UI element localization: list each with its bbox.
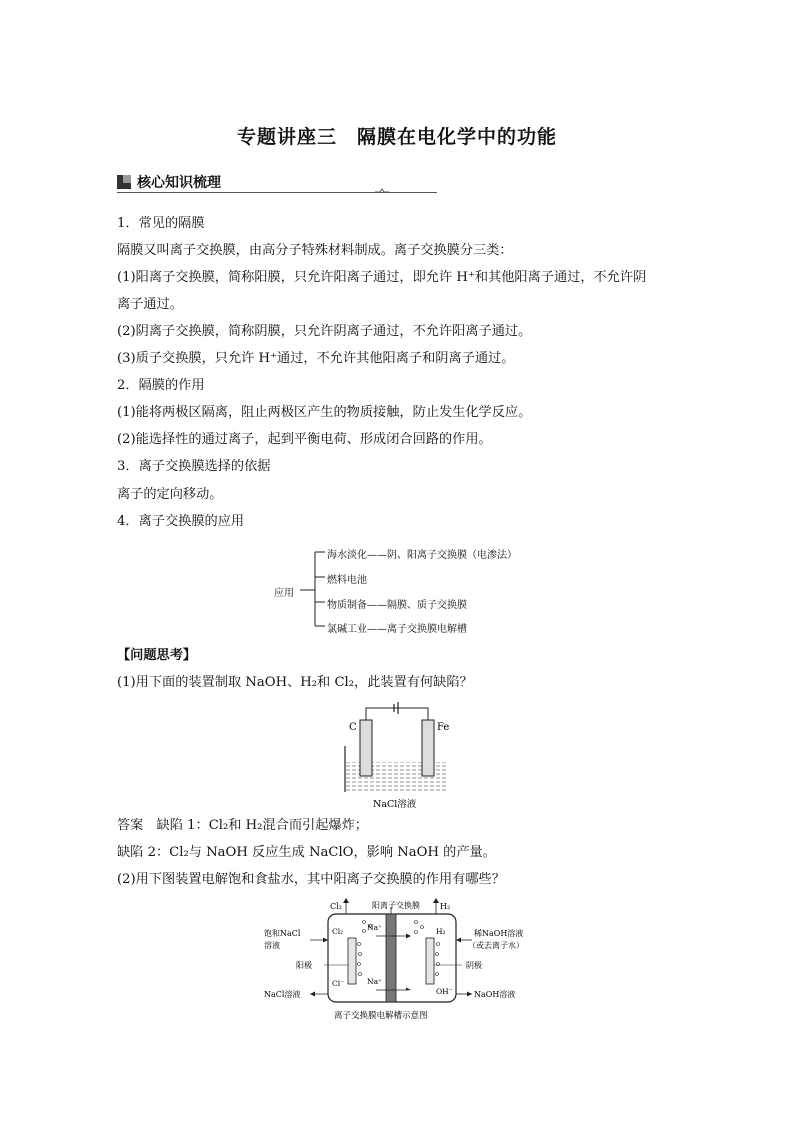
section-notch-icon bbox=[375, 187, 389, 195]
section-label: 核心知识梳理 bbox=[137, 175, 221, 191]
species-label: H₂ bbox=[436, 927, 446, 936]
species-label: Na⁺ bbox=[367, 977, 382, 986]
tree-branch: 氯碱工业——离子交换膜电解槽 bbox=[327, 624, 467, 635]
item-cation-membrane: (1)阳离子交换膜，简称阳膜，只允许阳离子通过，即允许 H⁺和其他阳离子通过，不允许阴 bbox=[117, 270, 647, 285]
species-label: OH⁻ bbox=[436, 987, 453, 996]
tree-root: 应用 bbox=[274, 588, 294, 599]
electrode-label: C bbox=[349, 722, 357, 733]
section-rule bbox=[117, 192, 437, 193]
question-2: (2)用下图装置电解饱和食盐水，其中阳离子交换膜的作用有哪些？ bbox=[117, 872, 505, 887]
figure-caption: NaCl溶液 bbox=[373, 799, 417, 810]
item-proton-membrane: (3)质子交换膜，只允许 H⁺通过，不允许其他阳离子和阴离子通过。 bbox=[117, 351, 515, 366]
species-label: Cl₂ bbox=[332, 927, 344, 936]
figure-caption: 离子交换膜电解槽示意图 bbox=[334, 1011, 428, 1021]
item-function-2: (2)能选择性的通过离子，起到平衡电荷、形成闭合回路的作用。 bbox=[117, 432, 492, 447]
para-basis: 离子的定向移动。 bbox=[117, 487, 223, 502]
inlet-label: 饱和NaCl bbox=[264, 929, 301, 938]
figure-membrane-cell bbox=[260, 898, 530, 1023]
membrane-label: 阳离子交换膜 bbox=[372, 901, 420, 910]
item-cation-membrane-cont: 离子通过。 bbox=[117, 297, 183, 312]
tree-branch: 燃料电池 bbox=[327, 575, 367, 586]
section-square-icon bbox=[117, 175, 131, 189]
item-function-1: (1)能将两极区隔离，阻止两极区产生的物质接触，防止发生化学反应。 bbox=[117, 405, 532, 420]
think-heading: 【问题思考】 bbox=[117, 648, 197, 663]
heading-4: 4．离子交换膜的应用 bbox=[117, 514, 245, 529]
figure-simple-cell bbox=[340, 700, 460, 810]
outlet-label: NaCl溶液 bbox=[264, 990, 301, 999]
gas-outlet-label: H₂ bbox=[440, 902, 451, 911]
gas-outlet-label: Cl₂ bbox=[330, 902, 342, 911]
heading-3: 3．离子交换膜选择的依据 bbox=[117, 459, 271, 474]
item-anion-membrane: (2)阴离子交换膜，简称阴膜，只允许阴离子通过，不允许阳离子通过。 bbox=[117, 324, 532, 339]
inlet-label: （或去离子水） bbox=[468, 941, 524, 950]
heading-2: 2．隔膜的作用 bbox=[117, 378, 205, 393]
tree-brace bbox=[300, 545, 330, 635]
species-label: Cl⁻ bbox=[332, 979, 345, 988]
electrode-label: 阴极 bbox=[466, 961, 482, 970]
electrode-label: Fe bbox=[437, 722, 450, 733]
tree-branch: 海水淡化——阴、阳离子交换膜（电渗法） bbox=[327, 550, 517, 561]
inlet-label: 稀NaOH溶液 bbox=[474, 929, 524, 938]
heading-1: 1．常见的隔膜 bbox=[117, 216, 205, 231]
species-label: Na⁺ bbox=[367, 923, 382, 932]
question-1: (1)用下面的装置制取 NaOH、H₂和 Cl₂，此装置有何缺陷？ bbox=[117, 675, 473, 690]
section-header bbox=[117, 172, 221, 192]
answer-line-2: 缺陷 2：Cl₂与 NaOH 反应生成 NaClO，影响 NaOH 的产量。 bbox=[117, 845, 496, 860]
page-title: 专题讲座三 隔膜在电化学中的功能 bbox=[236, 126, 557, 148]
para-intro: 隔膜又叫离子交换膜，由高分子特殊材料制成。离子交换膜分三类： bbox=[117, 243, 513, 258]
tree-branch: 物质制备——隔膜、质子交换膜 bbox=[327, 600, 467, 611]
electrode-label: 阳极 bbox=[296, 961, 312, 970]
outlet-label: NaOH溶液 bbox=[474, 990, 516, 999]
inlet-label: 溶液 bbox=[264, 941, 280, 950]
answer-line-1: 答案 缺陷 1：Cl₂和 H₂混合而引起爆炸； bbox=[117, 818, 368, 833]
